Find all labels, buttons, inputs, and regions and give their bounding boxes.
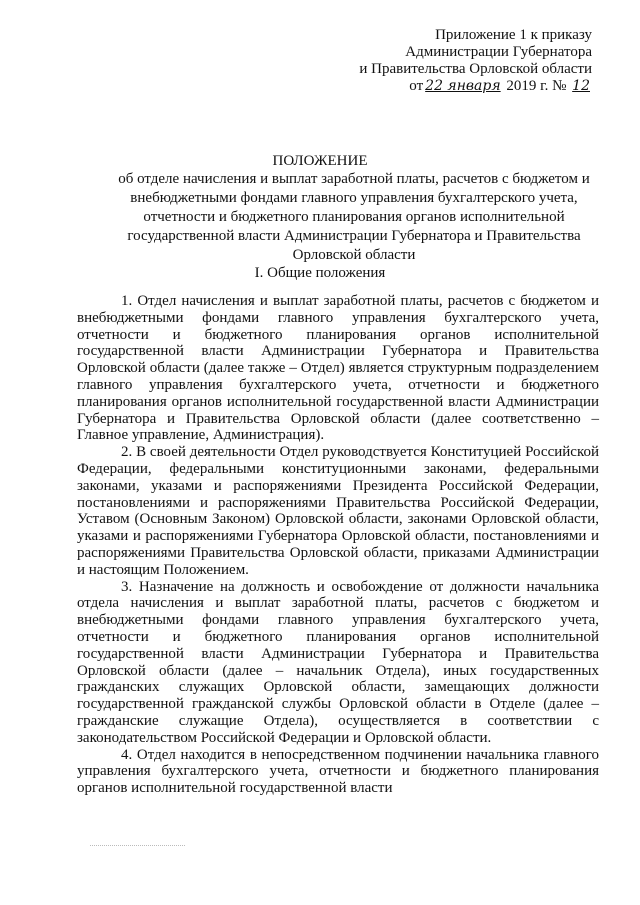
appendix-date-line bbox=[359, 78, 592, 95]
paragraph-1: 1. Отдел начисления и выплат заработной платы, расчетов с бюджетом и внебюджетными фондами главного управления бухгалтерского учета, отчетности и бюджетного планирования органов исполнительной государственной власти Администрации Губернатора и Правительства Орловской области (далее также – Отдел) является структурным подразделением главного управления бухгалтерского учета, отчетности и бюджетного планирования органов исполнительной государственной власти Администрации Губернатора и Правительства Орловской области (далее соответственно – Главное управление, Администрация). bbox=[77, 293, 599, 444]
document-body bbox=[77, 293, 599, 797]
paragraph-4: 4. Отдел находится в непосредственном подчинении начальника главного управления бухгалтерского учета, отчетности и бюджетного планирования органов исполнительной государственной власти bbox=[77, 746, 599, 797]
document-subtitle: об отделе начисления и выплат заработной платы, расчетов с бюджетом и внебюджетными фондами главного управления бухгалтерского учета, отчетности и бюджетного планирования органов исполнительной государственной власти Администрации Губернатора и Правительства Орловской области bbox=[118, 171, 590, 263]
appendix-header bbox=[359, 27, 592, 95]
handwritten-date: 22 января bbox=[425, 78, 501, 94]
appendix-line-3: и Правительства Орловской области bbox=[359, 61, 592, 77]
appendix-line-2: Администрации Губернатора bbox=[405, 44, 592, 60]
section-heading: I. Общие положения bbox=[254, 265, 386, 281]
paragraph-2: 2. В своей деятельности Отдел руководствуется Конституцией Российской Федерации, федеральными конституционными законами, федеральными законами, указами и распоряжениями Президента Российской Федерации, постановлениями и распоряжениями Правительства Российской Федерации, Уставом (Основным Законом) Орловской области, законами Орловской области, указами и распоряжениями Губернатора Орловской области, постановлениями и распоряжениями Правительства Орловской области, приказами Администрации и настоящим Положением. bbox=[77, 444, 599, 578]
appendix-line-1: Приложение 1 к приказу bbox=[435, 27, 592, 43]
paragraph-3: 3. Назначение на должность и освобождение от должности начальника отдела начисления и выплат заработной платы, расчетов с бюджетом и внебюджетными фондами главного управления бухгалтерского учета, отчетности и бюджетного планирования органов исполнительной государственной власти Администрации Губернатора и Правительства Орловской области (далее – начальник Отдела), иных государственных гражданских служащих Орловской области, замещающих должности государственной гражданской службы Орловской области в Отделе (далее – гражданские служащие Отдела), осуществляется в соответствии с законодательством Российской Федерации и Орловской области. bbox=[77, 578, 599, 746]
footer-divider bbox=[90, 845, 185, 847]
year-and-number-label: 2019 г. № bbox=[506, 78, 567, 94]
handwritten-number: 12 bbox=[572, 78, 590, 94]
document-title: ПОЛОЖЕНИЕ bbox=[272, 153, 368, 169]
date-prefix: от bbox=[409, 78, 424, 94]
